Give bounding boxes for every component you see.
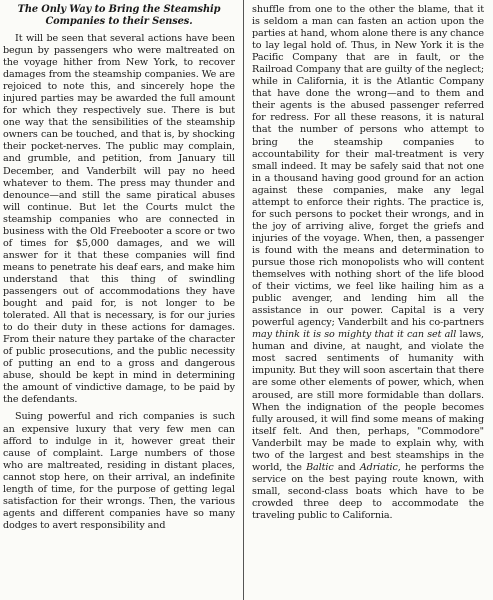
right-column [252,4,484,598]
article-paragraph-2: Suing powerful and rich companies is such an expensive luxury that very few men can afford to indulge in it, however great their cause of complaint. Large numbers of those who are maltreated, residing in distant places, cannot stop here, on their arrival, an indefinite length of time, for the purpose of getting legal satisfaction for their wrongs. Then, the various agents and different companies have so many dodges to avert responsibility and [3,411,235,531]
text-run: shuffle from one to the other the blame, that it is seldom a man can fasten an action upon the parties at hand, whom alone there is any chance to lay legal hold of. Thus, in New York it is the Pacific Company that are in fault, or the Railroad Company that are guilty of the neglect; while in California, it is the Atlantic Company that have done the wrong—and to them and their agents is the abused passenger referred for redress. For all these reasons, it is natural that the number of persons who attempt to bring the steamship companies to accountability for their mal-treatment is very small indeed. It may be safely said that not one in a thousand having good ground for an action against these companies, make any legal attempt to enforce their rights. The practice is, for such persons to pocket their wrongs, and in the joy of arriving alive, forget the griefs and injuries of the voyage. When, then, a passenger is found with the means and determination to pursue those rich monopolists who will content themselves with nothing short of the life blood of their victims, we feel like hailing him as a public avenger, and lending him all the assistance in our power. Capital is a very powerful agency; Vanderbilt and his co-partners [252,4,484,329]
column-divider [243,0,244,600]
emphasis-text: may think it is so mighty that it can set all [252,329,457,341]
text-run: laws, human and divine, at naught, and violate the most sacred sentiments of humanity with impunity. But they will soon ascertain that there are some other elements of power, which, when aroused, are still more formidable than dollars. When the indignation of the people becomes fully aroused, it will find some means of making itself felt. And then, perhaps, "Commodore" Vanderbilt may be made to explain why, with two of the largest and best steamships in the world, the [252,329,484,473]
ship-name-adriatic: Adriatic [359,461,398,473]
article-paragraph-continued [252,4,484,522]
article-paragraph-1: It will be seen that several actions have been begun by passengers who were maltreated on the voyage hither from New York, to recover damages from the steamship companies. We are rejoiced to note this, and sincerely hope the injured parties may be awarded the full amount for which they respectively sue. There is but one way that the sensibilities of the steamship owners can be touched, and that is, by shocking their pocket-nerves. The public may complain, and grumble, and petition, from January till December, and Vanderbilt will pay no heed whatever to them. The press may thunder and denounce—and still the same piratical abuses will continue. But let the Courts mulct the steamship companies who are connected in business with the Old Freebooter a score or two of times for $5,000 damages, and we will answer for it that these companies will find means to penetrate his deaf ears, and make him understand that this thing of swindling passengers out of accommodations they have bought and paid for, is not longer to be tolerated. All that is necessary, is for our juries to do their duty in these actions for damages. From their nature they partake of the character of public prosecutions, and the public necessity of putting an end to a gross and dangerous abuse, should be kept in mind in determining the amount of vindictive damage, to be paid by the defendants. [3,33,235,406]
text-run: and [333,461,360,473]
text-run: , he performs the service on the best paying route known, with small, second-class boats which have to be crowded three deep to accommodate the traveling public to California. [252,461,484,521]
ship-name-baltic: Baltic [306,461,334,473]
left-column [3,4,235,598]
article-headline: The Only Way to Bring the Steamship Companies to their Senses. [17,4,221,27]
